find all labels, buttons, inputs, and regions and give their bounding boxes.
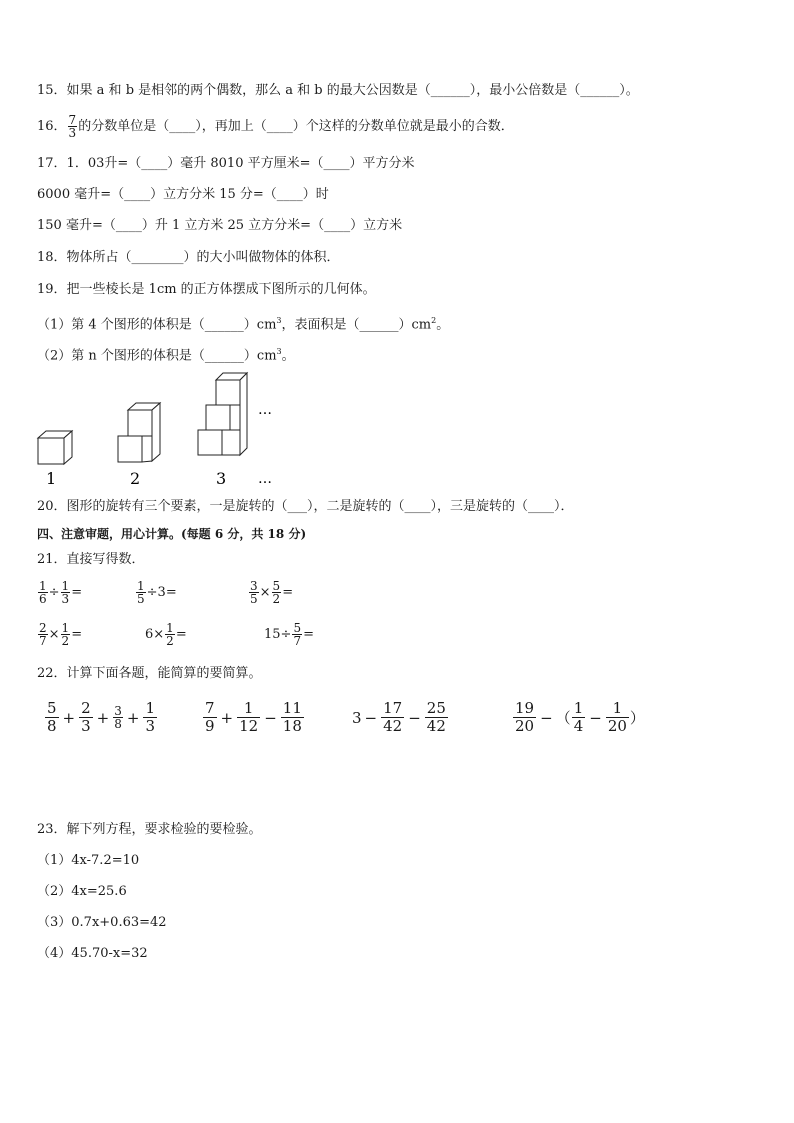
question-18: 18．物体所占（________）的大小叫做物体的体积． [37,250,340,265]
operator: × [48,627,60,642]
equation-4: （4）45.70-x=32 [37,946,148,961]
denominator: 8 [47,717,57,735]
fraction [61,622,71,647]
equals: = [71,585,83,600]
numerator: 7 [205,699,215,717]
q22-expression-2 [202,700,305,735]
numerator: 5 [293,621,302,635]
section-4-heading: 四、注意审题，用心计算。(每题 6 分，共 18 分) [37,527,307,541]
denominator: 8 [114,717,122,731]
fraction [38,622,48,647]
fraction [237,700,260,735]
numerator: 2 [81,699,91,717]
operator: − [364,708,378,727]
equals: = [282,585,294,600]
fraction [381,700,404,735]
denominator: 7 [293,634,302,648]
q21-item-2 [135,580,177,605]
fraction [425,700,448,735]
numerator: 1 [145,699,156,717]
numerator: 3 [114,704,122,718]
operator: − [540,708,553,727]
operand: 3 [352,708,362,727]
numerator: 1 [61,621,70,635]
numerator: 1 [573,699,584,717]
cube-figure-2 [118,403,160,462]
denominator: 3 [145,717,156,735]
numerator: 5 [272,579,281,593]
denominator: 6 [39,592,47,606]
numerator: 1 [612,699,623,717]
operator: + [220,708,234,727]
operator: + [126,708,140,727]
operand: 15÷ [264,627,292,642]
q22-expression-3 [352,700,449,735]
question-17-line2: 6000 毫升=（____）立方分米 15 分=（____）时 [37,187,329,202]
denominator: 5 [250,592,258,606]
denominator: 2 [61,634,70,648]
fraction [143,700,157,735]
operator: ÷ [48,585,60,600]
q21-item-3 [248,580,293,605]
ellipsis-bottom: … [258,471,272,487]
left-paren: （ [555,709,571,727]
denominator: 20 [515,717,535,735]
denominator: 42 [426,717,446,735]
denominator: 3 [81,717,91,735]
denominator: 5 [137,592,145,606]
denominator: 12 [239,717,259,735]
sub2-text-a: （2）第 n 个图形的体积是（______）cm [37,348,277,364]
numerator: 1 [166,621,174,635]
equals: = [165,585,177,600]
fraction [79,700,93,735]
right-paren: ） [629,709,645,727]
question-16 [37,114,514,139]
question-17-line3: 150 毫升=（____）升 1 立方米 25 立方分米=（____）立方米 [37,218,403,233]
numerator: 17 [383,699,403,717]
question-20: 20．图形的旋转有三个要素，一是旋转的（___），二是旋转的（____），三是旋转的（____）． [37,499,574,514]
q21-item-4 [37,622,82,647]
numerator: 19 [515,699,535,717]
question-number: 16． [37,119,67,134]
sub1-text-a: （1）第 4 个图形的体积是（______）cm [37,317,277,333]
fraction [68,114,78,139]
q21-item-1 [37,580,82,605]
figure-label-2: 2 [130,469,141,488]
numerator: 7 [68,113,77,127]
operator: × [259,585,271,600]
equals: = [303,627,314,642]
figure-label-1: 1 [46,469,57,488]
numerator: 2 [39,621,47,635]
numerator: 25 [426,699,446,717]
question-17-line1: 17．1．03升=（____）毫升 8010 平方厘米=（____）平方分米 [37,156,415,171]
ellipsis-top: … [258,402,272,418]
question-21-stem: 21．直接写得数． [37,552,145,567]
cube-stack-figure [30,368,290,490]
fraction [513,700,536,735]
fraction [249,580,259,605]
q22-expression-1 [44,700,158,735]
denominator: 2 [272,592,281,606]
denominator: 4 [573,717,584,735]
question-22-stem: 22．计算下面各题，能简算的要简算。 [37,666,262,681]
equals: = [71,627,83,642]
operator: + [96,708,110,727]
numerator: 5 [47,699,57,717]
question-19-sub2 [37,343,295,365]
superscript: 3 [276,316,282,325]
question-19-stem: 19．把一些棱长是 1cm 的正方体摆成下图所示的几何体。 [37,282,376,297]
numerator: 11 [282,699,302,717]
denominator: 42 [383,717,403,735]
q21-item-5 [145,622,187,647]
q21-item-6 [264,622,314,647]
sub1-end: 。 [436,317,450,333]
q22-expression-4 [512,700,645,735]
fraction [165,622,175,647]
equation-2: （2）4x=25.6 [37,884,127,899]
fraction [272,580,282,605]
question-text: 的分数单位是（____），再加上（____）个这样的分数单位就是最小的合数． [78,119,514,134]
denominator: 3 [68,126,77,140]
superscript: 2 [431,316,437,325]
superscript: 3 [276,347,282,356]
operator: ÷3 [146,585,166,600]
sub1-text-b: ，表面积是（______）cm [281,317,432,333]
denominator: 18 [282,717,302,735]
equation-3: （3）0.7x+0.63=42 [37,915,167,930]
operator: − [408,708,421,727]
fraction [61,580,71,605]
operand: 6× [145,627,165,642]
equation-1: （1）4x-7.2=10 [37,853,140,868]
figure-label-3: 3 [216,469,227,488]
fraction [113,705,123,730]
fraction [38,580,48,605]
question-23-stem: 23．解下列方程，要求检验的要检验。 [37,822,262,837]
denominator: 9 [205,717,215,735]
sub2-end: 。 [281,348,295,364]
denominator: 20 [607,717,627,735]
operator: + [62,708,76,727]
fraction [281,700,304,735]
numerator: 1 [61,579,70,593]
denominator: 3 [61,592,70,606]
fraction [572,700,586,735]
fraction [203,700,217,735]
fraction [136,580,146,605]
equals: = [175,627,187,642]
cube-figure-3 [198,373,247,455]
denominator: 2 [166,634,174,648]
question-15: 15．如果 a 和 b 是相邻的两个偶数，那么 a 和 b 的最大公因数是（______），最小公倍数是（______）。 [37,83,639,98]
cube-figure-1 [38,431,72,464]
fraction [45,700,59,735]
numerator: 1 [137,579,145,593]
operator: − [264,708,277,727]
question-19-sub1 [37,312,449,334]
fraction [606,700,629,735]
denominator: 7 [39,634,47,648]
numerator: 1 [39,579,47,593]
fraction [292,622,302,647]
numerator: 3 [250,579,258,593]
operator: − [589,708,602,727]
numerator: 1 [243,699,254,717]
